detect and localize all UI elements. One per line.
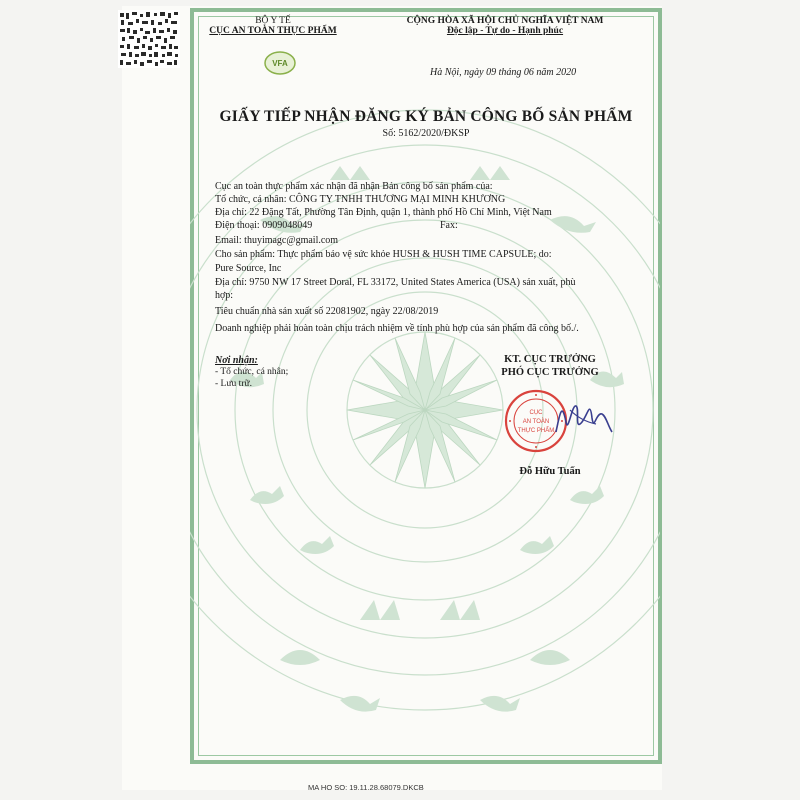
responsibility-line: Doanh nghiệp phải hoàn toàn chịu trách nhiệm về tính phù hợp của sản phẩm đã công bố./. bbox=[215, 323, 579, 334]
svg-text:VFA: VFA bbox=[272, 59, 288, 68]
address-line: Địa chỉ: 22 Đặng Tất, Phường Tân Định, quận 1, thành phố Hồ Chí Minh, Việt Nam bbox=[215, 207, 552, 218]
issuer-block bbox=[198, 16, 348, 36]
food-safety-logo bbox=[263, 50, 297, 76]
national-header bbox=[370, 16, 640, 36]
svg-text:CỤC: CỤC bbox=[529, 410, 543, 416]
department-name: CỤC AN TOÀN THỰC PHẨM bbox=[209, 26, 337, 36]
handwritten-signature bbox=[548, 392, 618, 442]
dossier-code: MA HO SO: 19.11.28.68079.DKCB bbox=[308, 783, 424, 792]
place-date: Hà Nội, ngày 09 tháng 06 năm 2020 bbox=[430, 67, 577, 78]
recipient-item: - Lưu trữ. bbox=[215, 379, 252, 389]
document-number: Số: 5162/2020/ĐKSP bbox=[382, 128, 470, 139]
producer-address-line: Địa chỉ: 9750 NW 17 Street Doral, FL 33172, United States America (USA) sản xuất, phù bbox=[215, 277, 576, 288]
svg-text:THỰC PHẨM: THỰC PHẨM bbox=[517, 428, 555, 434]
organization-line: Tổ chức, cá nhân: CÔNG TY TNHH THƯƠNG MẠI MINH KHƯƠNG bbox=[215, 194, 506, 205]
producer-address-cont: hợp: bbox=[215, 290, 234, 301]
standard-line: Tiêu chuẩn nhà sản xuất số 22081902, ngày 22/08/2019 bbox=[215, 306, 439, 317]
country-name: CỘNG HÒA XÃ HỘI CHỦ NGHĨA VIỆT NAM bbox=[406, 16, 604, 26]
signer-role-2: PHÓ CỤC TRƯỞNG bbox=[501, 367, 599, 378]
body-intro: Cục an toàn thực phẩm xác nhận đã nhận Bản công bố sản phẩm của: bbox=[215, 181, 493, 192]
svg-text:AN TOÀN: AN TOÀN bbox=[522, 419, 550, 425]
phone-line: Điện thoại: 0909048049 bbox=[215, 220, 313, 231]
recipients-heading: Nơi nhận: bbox=[215, 355, 258, 366]
qr-code bbox=[118, 10, 180, 68]
signer-name: Đỗ Hữu Tuấn bbox=[519, 466, 581, 477]
recipient-item: - Tổ chức, cá nhân; bbox=[215, 367, 289, 377]
document-title: GIẤY TIẾP NHẬN ĐĂNG KÝ BẢN CÔNG BỐ SẢN PHẨM bbox=[219, 108, 633, 125]
product-line: Cho sản phẩm: Thực phẩm bảo vệ sức khỏe HUSH & HUSH TIME CAPSULE; do: bbox=[215, 249, 552, 260]
signer-role-1: KT. CỤC TRƯỞNG bbox=[504, 354, 596, 365]
email-line: Email: thuyimagc@gmail.com bbox=[215, 235, 339, 246]
producer-line: Pure Source, Inc bbox=[215, 263, 282, 274]
national-motto: Độc lập - Tự do - Hạnh phúc bbox=[446, 26, 564, 36]
ministry-name: BỘ Y TẾ bbox=[255, 16, 291, 26]
fax-line: Fax: bbox=[440, 220, 458, 231]
